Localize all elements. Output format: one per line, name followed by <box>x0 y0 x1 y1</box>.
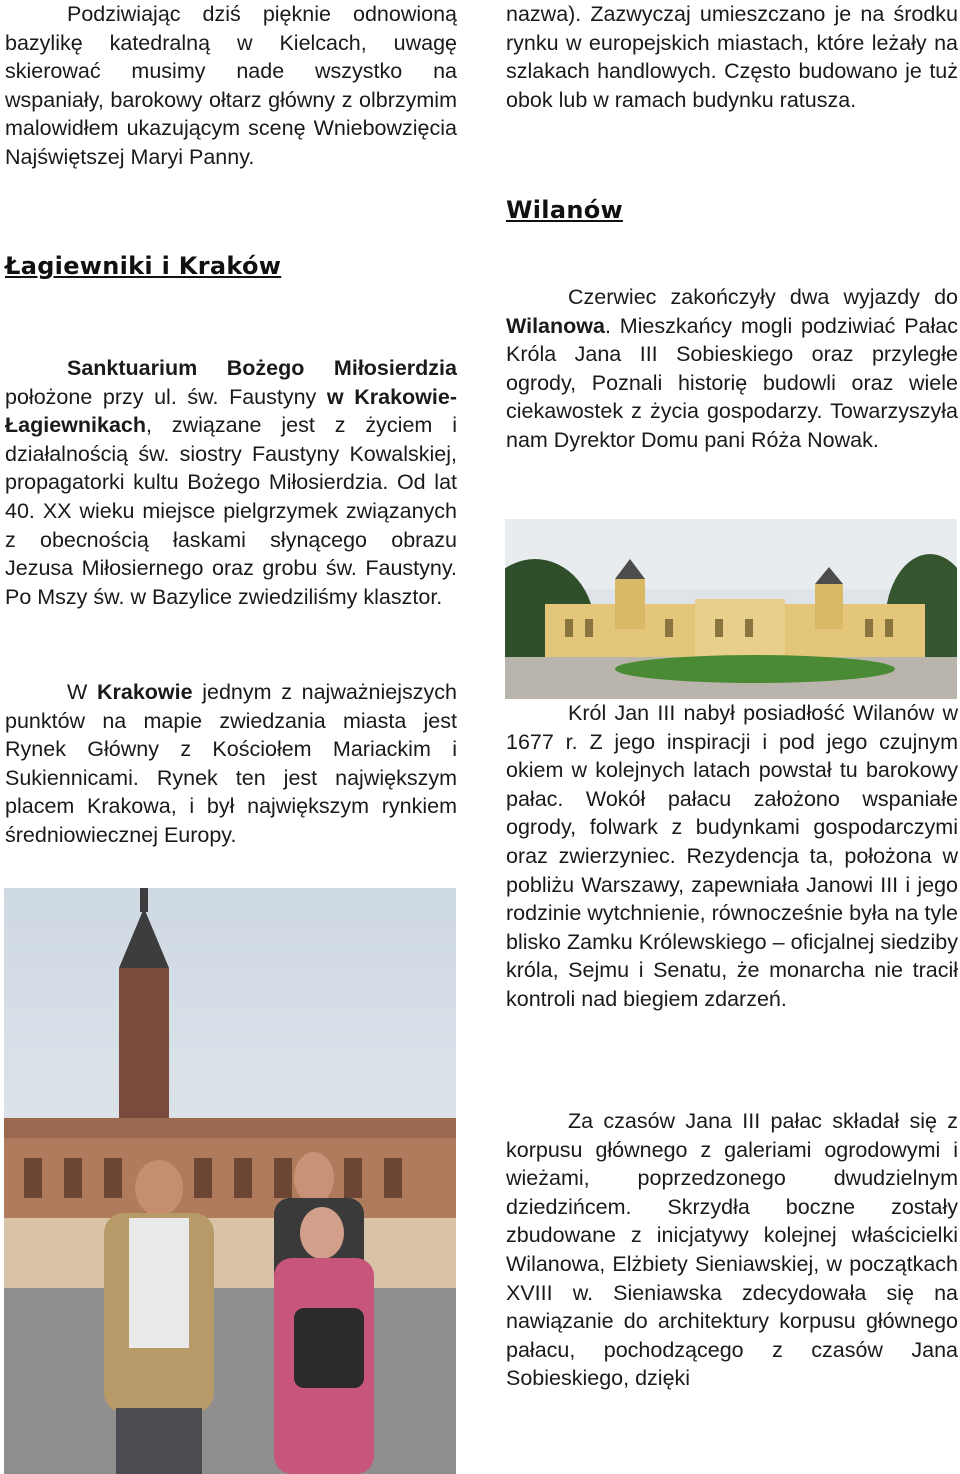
krakow-photo-drawing <box>4 888 456 1474</box>
june-text-1: Czerwiec zakończyły dwa wyjazdy do <box>568 285 958 309</box>
krakow-bold-1: Krakowie <box>96 680 193 704</box>
cont-paragraph: nazwa). Zazwyczaj umieszczano je na środku rynku w europejskich miastach, które leżały na szlakach handlowych. Często budowano je tuż obok lub w ramach budynku ratusza. <box>506 2 958 112</box>
heading-wilanow: Wilanów <box>506 196 623 224</box>
june-paragraph <box>506 283 958 455</box>
june-text-2: . Mieszkańcy mogli podziwiać Pałac Króla Jana III Sobieskiego oraz przyległe ogrody, Poznali historię budowli oraz wiele ciekawostek z życia gospodarzy. Towarzyszyła nam Dyrektor Domu pani Róża Nowak. <box>506 313 958 452</box>
era-paragraph: Za czasów Jana III pałac składał się z korpusu głównego z galeriami ogrodowymi i wieżami, poprzedzonego dwudzielnym dziedzińcem. Skrzydła boczne zostały zbudowane z inicjatywy kolejnej właścicielki Wilanowa, Elżbiety Sieniawskiej, w początkach XVIII w. Sieniawska zdecydowała się na nawiązanie do architektury korpusu głównego pałacu, pochodzącego z czasów Jana Sobieskiego, dzięki <box>506 1109 958 1391</box>
krakow-paragraph <box>5 678 457 850</box>
sanctuary-bold-1: Sanktuarium Bożego Miłosierdzia <box>67 356 457 380</box>
krakow-market-photo <box>4 888 456 1474</box>
sanctuary-paragraph <box>5 354 457 611</box>
krakow-text-2: jednym z najważniejszych punktów na mapie zwiedzania miasta jest Rynek Główny z Kościołem Mariackim i Sukiennicami. Rynek ten jest największym placem Krakowa, i był największym rynkiem średniowiecznej Europy. <box>5 680 457 847</box>
king-paragraph: Król Jan III nabył posiadłość Wilanów w 1677 r. Z jego inspiracji i pod jego czujnym okiem w kolejnych latach powstał tu barokowy pałac. Wokół pałacu założono wspaniałe ogrody, folwark z budynkami gospodarczymi oraz zwierzyniec. Rezydencja ta, położona w pobliżu Warszawy, zapewniała Janowi III i jego rodzinie wytchnienie, równocześnie była na tyle blisko Zamku Królewskiego – oficjalnej siedziby króla, Sejmu i Senatu, że monarcha nie tracił kontroli nad biegiem zdarzeń. <box>506 701 958 1011</box>
intro-paragraph: Podziwiając dziś pięknie odnowioną bazylikę katedralną w Kielcach, uwagę skierować musimy nade wszystko na wspaniały, barokowy ołtarz główny z olbrzymim malowidłem ukazującym scenę Wniebowzięcia Najświętszej Maryi Panny. <box>5 2 457 169</box>
wilanow-palace-photo <box>505 519 957 699</box>
wilanow-photo-drawing <box>505 519 957 699</box>
sanctuary-text-1: położone przy ul. św. Faustyny <box>5 384 327 409</box>
sanctuary-bold-2: w Krakowie-Łagiewnikach <box>5 384 457 438</box>
heading-lagiewniki: Łagiewniki i Kraków <box>5 252 282 280</box>
june-bold-1: Wilanowa <box>506 313 605 338</box>
sanctuary-text-2: , związane jest z życiem i działalnością św. siostry Faustyny Kowalskiej, propagatorki kultu Bożego Miłosierdzia. Od lat 40. XX wieku miejsce pielgrzymek związanych z obecnością łaskami słynącego obrazu Jezusa Miłosiernego oraz grobu św. Faustyny. Po Mszy św. w Bazylice zwiedziliśmy klasztor. <box>5 413 457 609</box>
krakow-text-1: W <box>67 680 97 704</box>
